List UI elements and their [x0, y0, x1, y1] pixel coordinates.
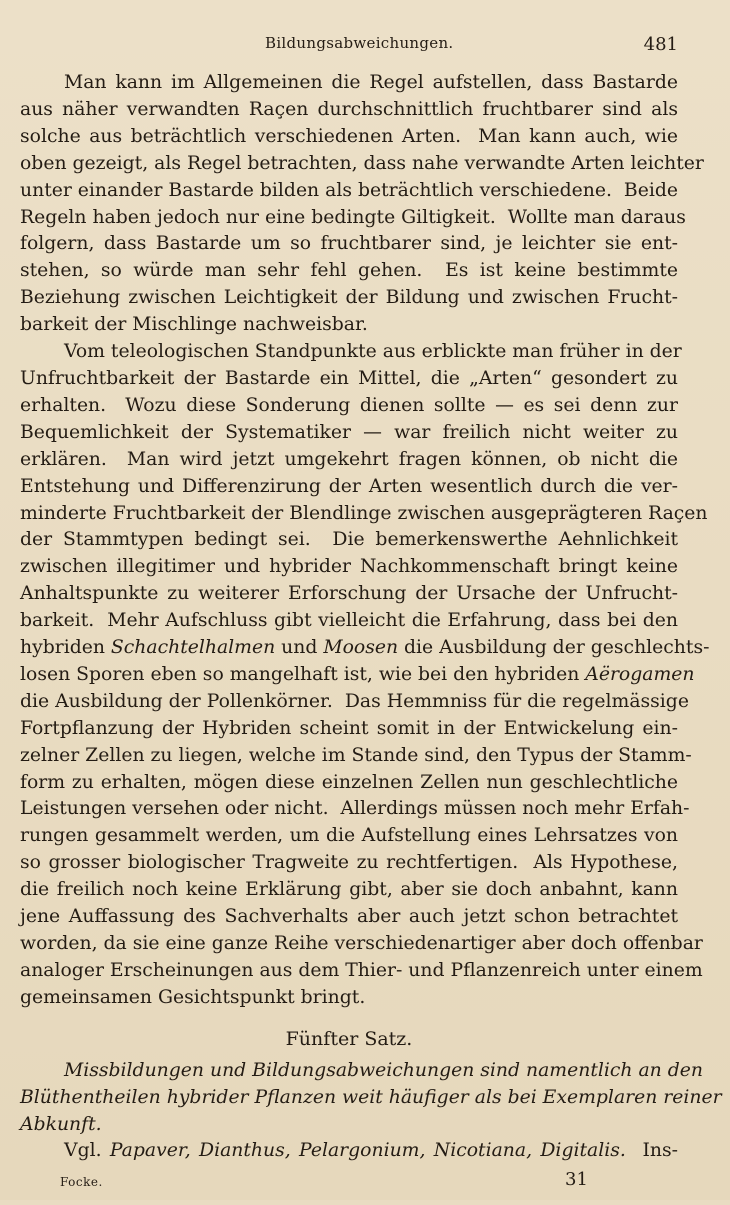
italic-term: Moosen [323, 637, 399, 659]
line-text: Beziehung zwischen Leichtigkeit der Bildung und zwischen Frucht- [20, 287, 678, 309]
text-line [20, 178, 678, 205]
line-text: unter einander Bastarde bilden als beträchtlich verschiedene. Beide [20, 179, 678, 201]
text-line [20, 1138, 678, 1165]
text-line [20, 958, 703, 985]
line-text: der Stammtypen bedingt sei. Die bemerkenswerthe Aehnlichkeit [20, 529, 678, 551]
text-line [20, 985, 678, 1012]
line-text: Ins- [625, 1140, 678, 1162]
text-line [20, 1085, 722, 1112]
line-text: Unfruchtbarkeit der Bastarde ein Mittel, die „Arten“ gesondert zu [20, 367, 678, 389]
line-text: analoger Erscheinungen aus dem Thier- und Pflanzenreich unter einem [20, 959, 703, 981]
line-text: Anhaltspunkte zu weiterer Erforschung der Ursache der Unfrucht- [20, 583, 678, 605]
line-text: jene Auffassung des Sachverhalts aber auch jetzt schon betrachtet [20, 906, 678, 928]
line-text: oben gezeigt, als Regel betrachten, dass nahe verwandte Arten leichter [20, 152, 704, 174]
line-text: die freilich noch keine Erklärung gibt, aber sie doch anbahnt, kann [20, 879, 678, 901]
text-line [20, 231, 678, 258]
text-line [20, 662, 695, 689]
line-text: solche aus beträchtlich verschiedenen Arten. Man kann auch, wie [20, 125, 678, 147]
line-text: Man kann im Allgemeinen die Regel aufstellen, dass Bastarde [64, 72, 678, 93]
text-line [20, 689, 689, 716]
italic-term: Papaver, Dianthus, Pelargonium, Nicotiana, Digitalis. [109, 1140, 626, 1162]
text-line [20, 796, 690, 823]
text-line [20, 904, 678, 931]
running-head [20, 30, 678, 70]
text-line [20, 527, 678, 554]
reference-paragraph [20, 1138, 678, 1165]
text-line [20, 877, 678, 904]
text-line [20, 1112, 678, 1139]
line-text: Fortpflanzung der Hybriden scheint somit in der Entwickelung ein- [20, 717, 678, 739]
running-title: Bildungsabweichungen. [265, 34, 454, 52]
line-text: aus näher verwandten Raçen durchschnittlich fruchtbarer sind als [20, 98, 678, 120]
thesis-paragraph [20, 1058, 722, 1139]
line-text: erklären. Man wird jetzt umgekehrt fragen können, ob nicht die [20, 448, 678, 470]
text-line [20, 716, 678, 743]
line-text: Vgl. [64, 1140, 110, 1162]
line-text: gemeinsamen Gesichtspunkt bringt. [20, 986, 366, 1008]
line-text: Bequemlichkeit der Systematiker — war freilich nicht weiter zu [20, 421, 678, 443]
line-text: Vom teleologischen Standpunkte aus erblickte man früher in der [64, 341, 682, 363]
line-text: barkeit. Mehr Aufschluss gibt vielleicht die Erfahrung, dass bei den [20, 610, 678, 632]
text-line [20, 931, 703, 958]
signature-mark: Focke. [60, 1175, 103, 1190]
line-text: Entstehung und Differenzirung der Arten wesentlich durch die ver- [20, 475, 678, 497]
text-line [20, 312, 678, 339]
line-text: die Ausbildung der Pollenkörner. Das Hemmniss für die regelmässige [20, 690, 689, 712]
line-text: minderte Fruchtbarkeit der Blendlinge zwischen ausgeprägteren Raçen [20, 502, 708, 524]
text-line [20, 70, 678, 97]
text-line [20, 151, 704, 178]
section-heading: Fünfter Satz. [285, 1027, 413, 1050]
italic-term: Aërogamen [585, 663, 695, 685]
text-line [20, 554, 678, 581]
line-text: Blüthentheilen hybrider Pflanzen weit häufiger als bei Exemplaren reiner [20, 1086, 722, 1108]
text-line [20, 366, 678, 393]
line-text: folgern, dass Bastarde um so fruchtbarer sind, je leichter sie ent- [20, 233, 678, 255]
line-text: so grosser biologischer Tragweite zu rechtfertigen. Als Hypothese, [20, 852, 678, 874]
text-line [20, 1058, 703, 1085]
line-text: worden, da sie eine ganze Reihe verschiedenartiger aber doch offenbar [20, 933, 703, 954]
text-line [20, 770, 678, 797]
line-text: Missbildungen und Bildungsabweichungen sind namentlich an den [64, 1059, 703, 1081]
line-text: zelner Zellen zu liegen, welche im Stande sind, den Typus der Stamm- [20, 744, 692, 766]
line-text: erhalten. Wozu diese Sonderung dienen sollte — es sei denn zur [20, 394, 678, 416]
line-text: Abkunft. [20, 1113, 102, 1135]
line-text: losen Sporen eben so mangelhaft ist, wie bei den hybriden [20, 663, 586, 685]
line-text: Regeln haben jedoch nur eine bedingte Giltigkeit. Wollte man daraus [20, 206, 686, 228]
paragraph-2 [20, 339, 710, 1012]
text-line [20, 285, 678, 312]
text-line [20, 474, 678, 501]
line-text: und [275, 637, 324, 659]
text-line [20, 501, 708, 528]
line-text: hybriden [20, 637, 111, 659]
line-text: barkeit der Mischlinge nachweisbar. [20, 314, 368, 336]
text-line [20, 823, 678, 850]
text-line [20, 447, 678, 474]
italic-term: Schachtelhalmen [110, 637, 276, 659]
text-line [20, 743, 692, 770]
text-line [20, 258, 678, 285]
text-line [20, 581, 678, 608]
text-line [20, 205, 686, 232]
page-number: 481 [643, 34, 678, 55]
text-line [20, 393, 678, 420]
text-line [20, 124, 678, 151]
paragraph-1 [20, 70, 704, 339]
line-text: die Ausbildung der geschlechts- [398, 637, 710, 659]
text-line [20, 608, 678, 635]
text-line [20, 97, 678, 124]
text-line [20, 635, 710, 662]
line-text: Leistungen versehen oder nicht. Allerdings müssen noch mehr Erfah- [20, 798, 690, 820]
line-text: stehen, so würde man sehr fehl gehen. Es ist keine bestimmte [20, 260, 678, 282]
line-text: rungen gesammelt werden, um die Aufstellung eines Lehrsatzes von [20, 825, 678, 847]
sheet-number: 31 [565, 1169, 588, 1191]
text-line [20, 420, 678, 447]
text-line [20, 850, 678, 877]
text-line [20, 339, 682, 366]
line-text: zwischen illegitimer und hybrider Nachkommenschaft bringt keine [20, 556, 678, 578]
line-text: form zu erhalten, mögen diese einzelnen Zellen nun geschlechtliche [20, 771, 678, 793]
